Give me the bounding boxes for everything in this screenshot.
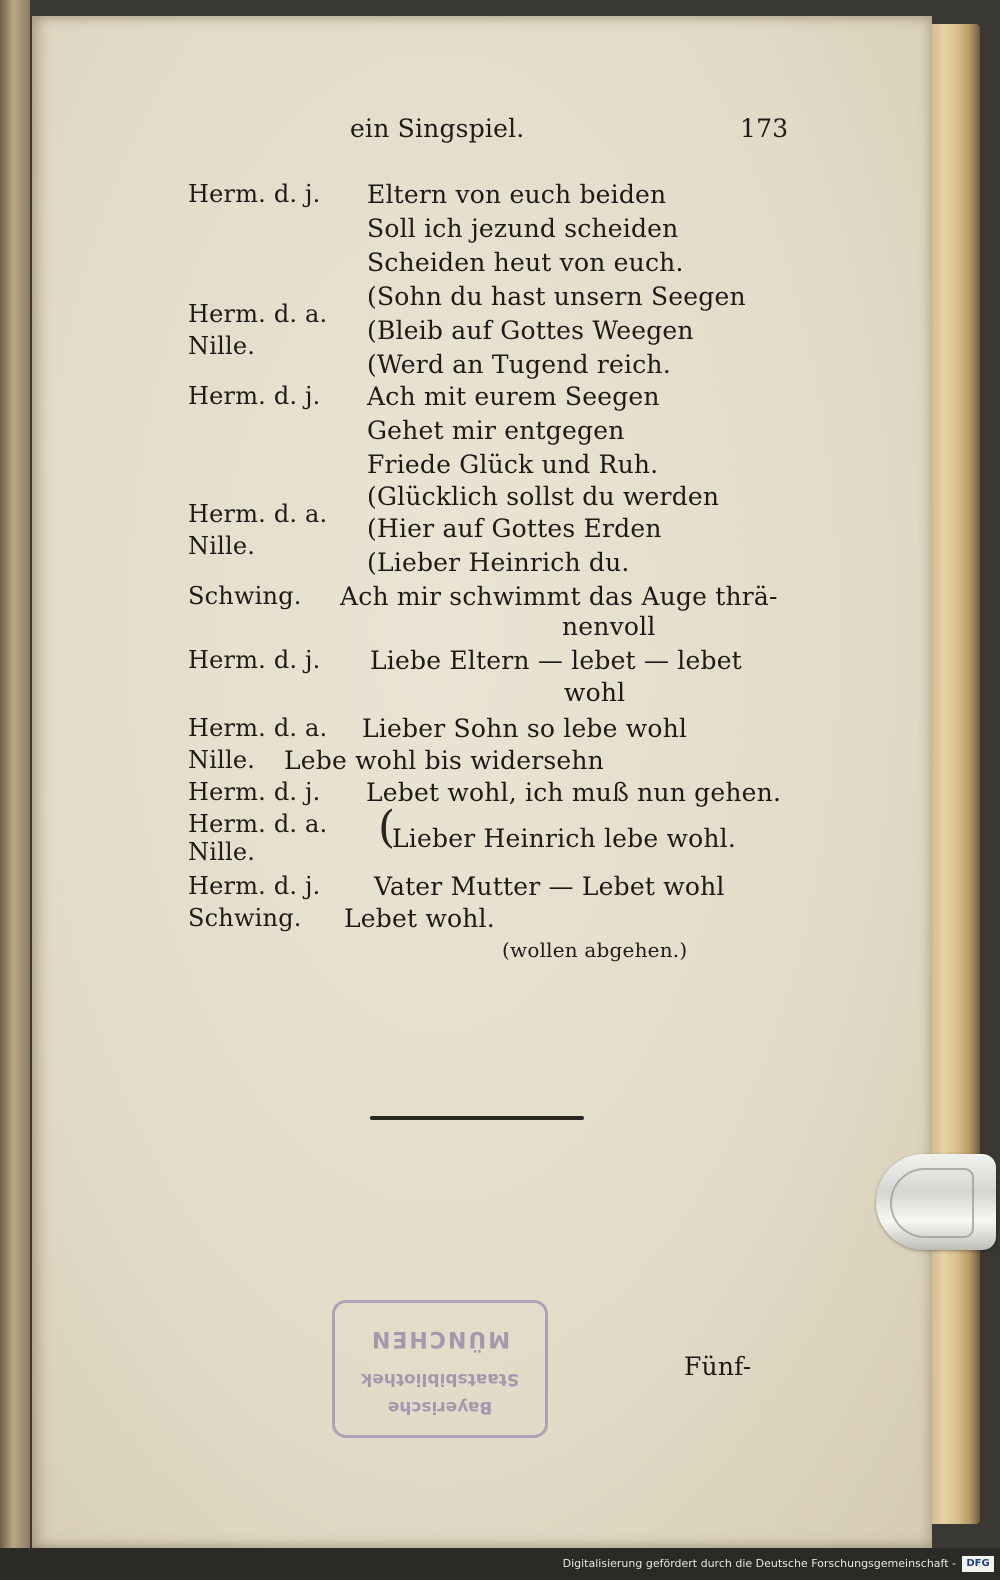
verse-line: Lebet wohl. bbox=[344, 904, 495, 933]
previous-page-edge bbox=[0, 0, 30, 1548]
speaker-label: Herm. d. a. bbox=[188, 500, 328, 528]
speaker-label: Herm. d. j. bbox=[188, 180, 321, 208]
speaker-label: Herm. d. j. bbox=[188, 778, 321, 806]
speaker-label: Schwing. bbox=[188, 904, 302, 932]
book-page bbox=[32, 16, 932, 1548]
library-stamp bbox=[332, 1300, 548, 1438]
speaker-label: Nille. bbox=[188, 746, 256, 774]
stamp-line: MÜNCHEN bbox=[369, 1326, 511, 1351]
verse-line: Ach mir schwimmt das Auge thrä- bbox=[340, 582, 778, 611]
verse-line: Lebet wohl, ich muß nun gehen. bbox=[366, 778, 782, 807]
speaker-label: Schwing. bbox=[188, 582, 302, 610]
page-edge-stack bbox=[928, 24, 980, 1524]
verse-line: Friede Glück und Ruh. bbox=[367, 450, 659, 479]
stage-direction: (wollen abgehen.) bbox=[502, 938, 688, 962]
running-head: ein Singspiel. bbox=[350, 114, 525, 143]
catchword: Fünf- bbox=[684, 1352, 752, 1381]
verse-line: (Werd an Tugend reich. bbox=[367, 350, 671, 379]
speaker-label: Herm. d. a. bbox=[188, 810, 328, 838]
speaker-label: Nille. bbox=[188, 838, 256, 866]
verse-line-continued: nenvoll bbox=[562, 612, 656, 641]
speaker-label: Herm. d. j. bbox=[188, 646, 321, 674]
digitization-footer bbox=[0, 1548, 1000, 1580]
verse-line-continued: wohl bbox=[564, 678, 626, 707]
verse-line: Lebe wohl bis widersehn bbox=[284, 746, 604, 775]
verse-line: Scheiden heut von euch. bbox=[367, 248, 684, 277]
speaker-label: Nille. bbox=[188, 332, 256, 360]
speaker-label: Herm. d. j. bbox=[188, 872, 321, 900]
scanner-clip bbox=[876, 1154, 996, 1250]
verse-line: Vater Mutter — Lebet wohl bbox=[374, 872, 725, 901]
verse-line: Lieber Sohn so lebe wohl bbox=[362, 714, 688, 743]
verse-line: Gehet mir entgegen bbox=[367, 416, 625, 445]
verse-line: Soll ich jezund scheiden bbox=[367, 214, 679, 243]
speaker-label: Herm. d. j. bbox=[188, 382, 321, 410]
verse-line: (Sohn du hast unsern Seegen bbox=[367, 282, 746, 311]
speaker-label: Herm. d. a. bbox=[188, 300, 328, 328]
funding-credit: Digitalisierung gefördert durch die Deutsche Forschungsgemeinschaft - bbox=[562, 1557, 956, 1570]
page-number: 173 bbox=[740, 114, 789, 143]
dfg-logo: DFG bbox=[962, 1556, 994, 1572]
speaker-label: Nille. bbox=[188, 532, 256, 560]
bracket-mark: ( bbox=[378, 802, 396, 853]
verse-line: (Bleib auf Gottes Weegen bbox=[367, 316, 694, 345]
verse-line: Eltern von euch beiden bbox=[367, 180, 667, 209]
verse-line: (Lieber Heinrich du. bbox=[367, 548, 630, 577]
speaker-label: Herm. d. a. bbox=[188, 714, 328, 742]
verse-line: Lieber Heinrich lebe wohl. bbox=[392, 824, 737, 853]
verse-line: Liebe Eltern — lebet — lebet bbox=[370, 646, 742, 675]
section-divider bbox=[370, 1116, 584, 1120]
verse-line: (Glücklich sollst du werden bbox=[367, 482, 720, 511]
verse-line: Ach mit eurem Seegen bbox=[367, 382, 660, 411]
stamp-line: Bayerische bbox=[387, 1397, 493, 1417]
stamp-line: Staatsbibliothek bbox=[360, 1369, 520, 1389]
verse-line: (Hier auf Gottes Erden bbox=[367, 514, 662, 543]
